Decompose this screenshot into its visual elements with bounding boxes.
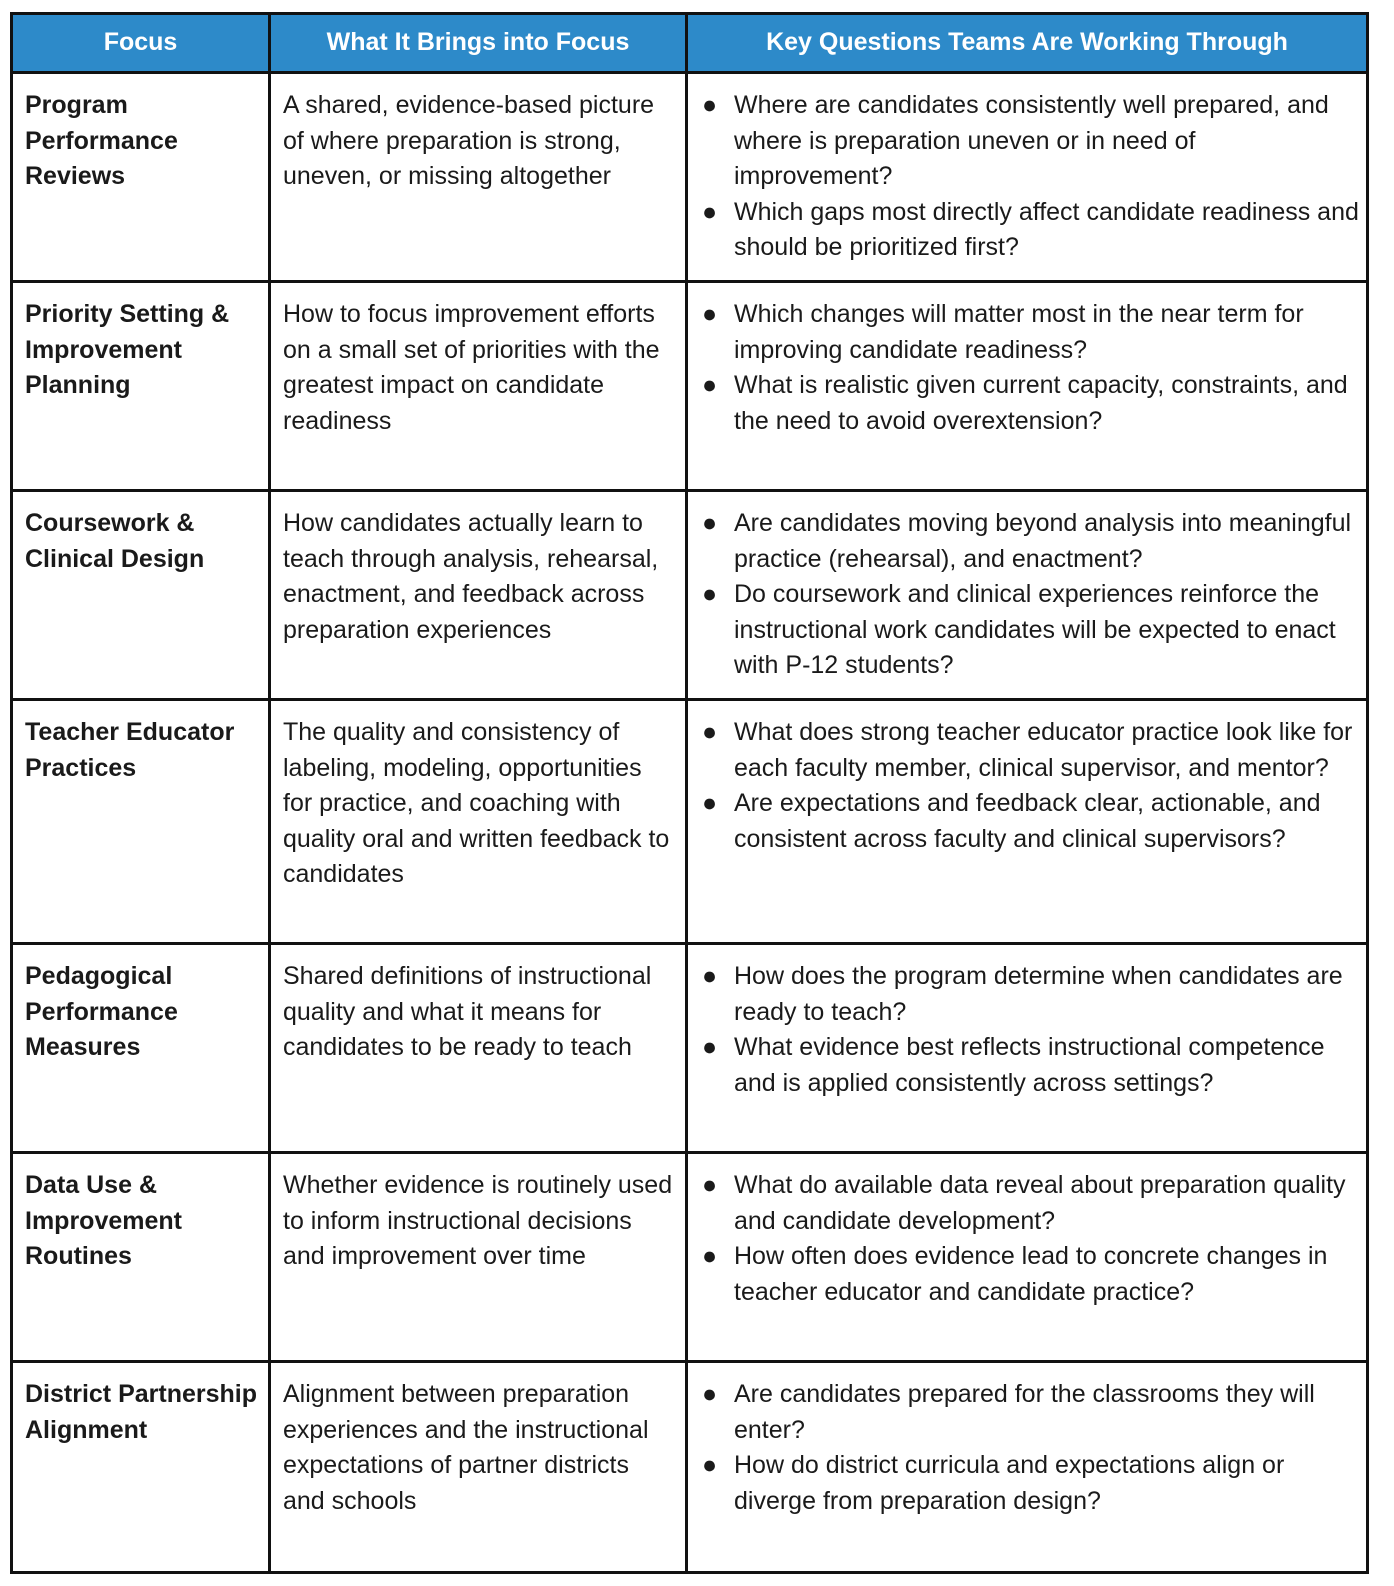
bullet-icon: ● bbox=[702, 789, 718, 817]
brings-cell: Alignment between preparation experiences and the instructional expectations of partner districts and schools bbox=[270, 1362, 687, 1573]
focus-table-container bbox=[10, 12, 1366, 1574]
focus-cell: Pedagogical Performance Measures bbox=[12, 944, 270, 1153]
bullet-icon: ● bbox=[702, 197, 718, 226]
header-focus: Focus bbox=[12, 14, 270, 73]
question-text: How does the program determine when candidates are ready to teach? bbox=[734, 962, 1343, 1026]
question-text: What is realistic given current capacity, constraints, and the need to avoid overextension? bbox=[734, 371, 1348, 435]
header-brings-into-focus: What It Brings into Focus bbox=[270, 14, 687, 73]
bullet-icon: ● bbox=[702, 509, 718, 537]
question-item bbox=[700, 1448, 1360, 1519]
question-list bbox=[700, 1377, 1360, 1519]
questions-cell bbox=[687, 1362, 1368, 1573]
table-body bbox=[12, 73, 1368, 1573]
brings-cell: The quality and consistency of labeling, modeling, opportunities for practice, and coaching with quality oral and written feedback to candidates bbox=[270, 700, 687, 944]
bullet-icon: ● bbox=[702, 1033, 718, 1061]
bullet-icon: ● bbox=[702, 718, 718, 746]
brings-cell: Whether evidence is routinely used to inform instructional decisions and improvement over time bbox=[270, 1153, 687, 1362]
question-item bbox=[700, 577, 1360, 684]
bullet-icon: ● bbox=[702, 1451, 718, 1479]
question-text: How often does evidence lead to concrete changes in teacher educator and candidate practice? bbox=[734, 1242, 1328, 1306]
question-item bbox=[700, 786, 1360, 857]
question-text: What do available data reveal about preparation quality and candidate development? bbox=[734, 1171, 1346, 1235]
question-list bbox=[700, 88, 1360, 266]
bullet-icon: ● bbox=[702, 371, 718, 399]
bullet-icon: ● bbox=[702, 1380, 718, 1408]
brings-cell: A shared, evidence-based picture of where preparation is strong, uneven, or missing altogether bbox=[270, 73, 687, 282]
question-text: How do district curricula and expectations align or diverge from preparation design? bbox=[734, 1451, 1285, 1515]
table-row bbox=[12, 1362, 1368, 1573]
question-text: Are candidates moving beyond analysis into meaningful practice (rehearsal), and enactment? bbox=[734, 509, 1352, 573]
focus-cell: District Partnership Alignment bbox=[12, 1362, 270, 1573]
focus-cell: Priority Setting & Improvement Planning bbox=[12, 282, 270, 491]
question-list bbox=[700, 1168, 1360, 1310]
question-text: Where are candidates consistently well prepared, and where is preparation uneven or in need of improvement? bbox=[734, 91, 1329, 190]
question-item bbox=[700, 1239, 1360, 1310]
brings-cell: Shared definitions of instructional quality and what it means for candidates to be ready to teach bbox=[270, 944, 687, 1153]
question-item bbox=[700, 506, 1360, 577]
bullet-icon: ● bbox=[702, 1171, 718, 1199]
question-item bbox=[700, 1030, 1360, 1101]
bullet-icon: ● bbox=[702, 91, 718, 119]
header-row bbox=[12, 14, 1368, 73]
focus-cell: Coursework & Clinical Design bbox=[12, 491, 270, 700]
brings-cell: How to focus improvement efforts on a small set of priorities with the greatest impact on candidate readiness bbox=[270, 282, 687, 491]
brings-cell: How candidates actually learn to teach through analysis, rehearsal, enactment, and feedback across preparation experiences bbox=[270, 491, 687, 700]
question-list bbox=[700, 959, 1360, 1101]
table-row bbox=[12, 1153, 1368, 1362]
question-item bbox=[700, 88, 1360, 195]
question-text: What evidence best reflects instructional competence and is applied consistently across settings? bbox=[734, 1033, 1325, 1097]
question-text: Which gaps most directly affect candidate readiness and should be prioritized first? bbox=[734, 197, 1359, 261]
focus-cell: Program Performance Reviews bbox=[12, 73, 270, 282]
bullet-icon: ● bbox=[702, 962, 718, 990]
question-text: Are candidates prepared for the classrooms they will enter? bbox=[734, 1380, 1315, 1444]
focus-cell: Teacher Educator Practices bbox=[12, 700, 270, 944]
question-item bbox=[700, 195, 1360, 266]
question-text: Which changes will matter most in the near term for improving candidate readiness? bbox=[734, 300, 1304, 364]
question-item bbox=[700, 959, 1360, 1030]
question-list bbox=[700, 506, 1360, 684]
question-item bbox=[700, 715, 1360, 786]
question-text: Are expectations and feedback clear, actionable, and consistent across faculty and clinical supervisors? bbox=[734, 789, 1321, 853]
questions-cell bbox=[687, 944, 1368, 1153]
table-row bbox=[12, 700, 1368, 944]
question-item bbox=[700, 297, 1360, 368]
questions-cell bbox=[687, 73, 1368, 282]
questions-cell bbox=[687, 282, 1368, 491]
question-list bbox=[700, 715, 1360, 857]
questions-cell bbox=[687, 491, 1368, 700]
table-row bbox=[12, 282, 1368, 491]
question-item bbox=[700, 1168, 1360, 1239]
question-text: Do coursework and clinical experiences reinforce the instructional work candidates will be expected to enact with P-12 students? bbox=[734, 580, 1336, 679]
question-list bbox=[700, 297, 1360, 439]
bullet-icon: ● bbox=[702, 580, 718, 608]
questions-cell bbox=[687, 700, 1368, 944]
table-row bbox=[12, 491, 1368, 700]
table-header bbox=[12, 14, 1368, 73]
bullet-icon: ● bbox=[702, 300, 718, 328]
focus-table bbox=[10, 12, 1369, 1574]
table-row bbox=[12, 944, 1368, 1153]
table-row bbox=[12, 73, 1368, 282]
focus-cell: Data Use & Improvement Routines bbox=[12, 1153, 270, 1362]
question-item bbox=[700, 368, 1360, 439]
header-key-questions: Key Questions Teams Are Working Through bbox=[687, 14, 1368, 73]
bullet-icon: ● bbox=[702, 1242, 718, 1270]
question-text: What does strong teacher educator practice look like for each faculty member, clinical supervisor, and mentor? bbox=[734, 718, 1353, 782]
question-item bbox=[700, 1377, 1360, 1448]
questions-cell bbox=[687, 1153, 1368, 1362]
